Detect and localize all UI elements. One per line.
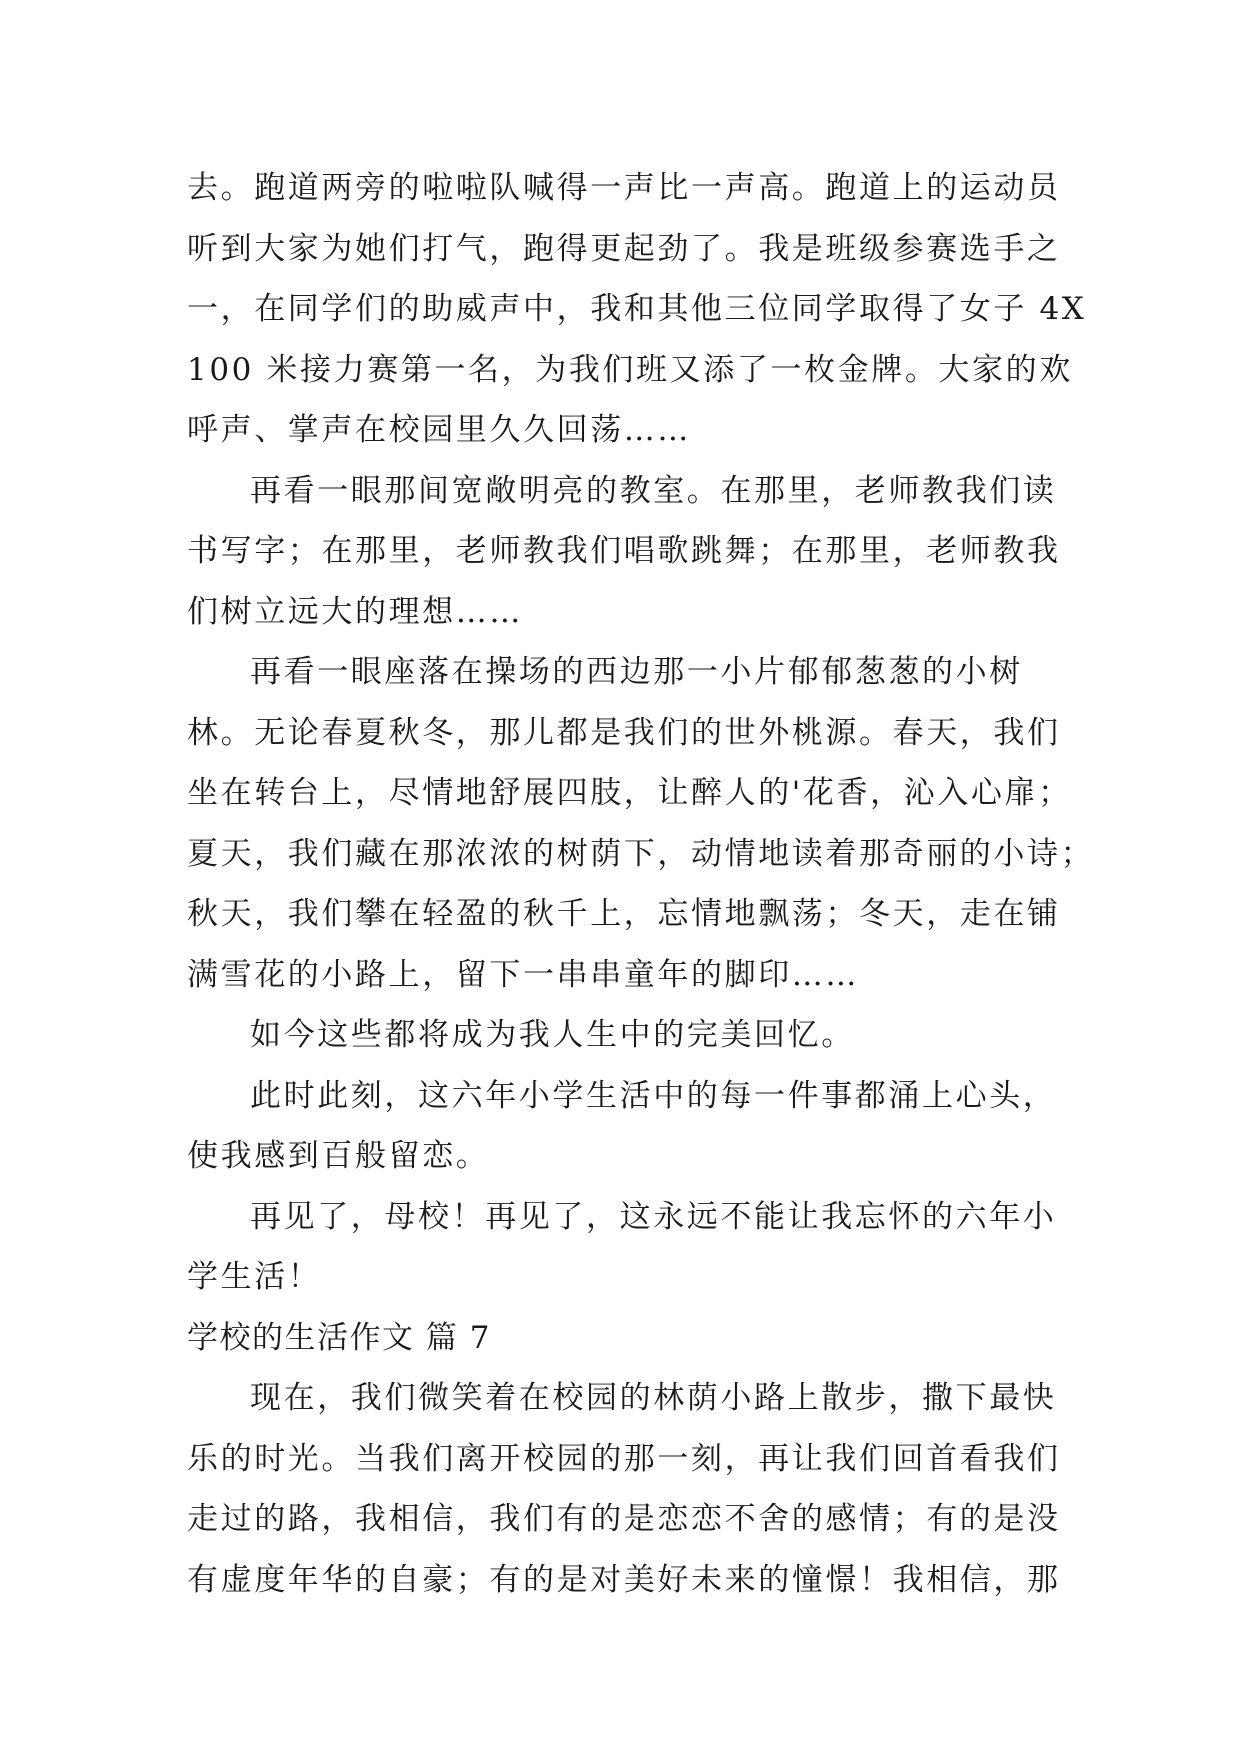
text-line: 再看一眼座落在操场的西边那一小片郁郁葱葱的小树: [250, 654, 1023, 690]
text-line: 满雪花的小路上，留下一串串童年的脚印……: [187, 956, 859, 993]
text-line: 此时此刻，这六年小学生活中的每一件事都涌上心头，: [250, 1077, 1057, 1114]
paragraph-this-moment: [187, 1066, 1057, 1187]
text-line: 现在，我们微笑着在校园的林荫小路上散步，撒下最快: [250, 1380, 1057, 1416]
paragraph-grove: [187, 642, 1095, 1005]
section-heading: [187, 1308, 1057, 1369]
text-line: 去。跑道两旁的啦啦队喊得一声比一声高。跑道上的运动员: [187, 170, 1061, 206]
section-title: 学校的生活作文 篇 7: [187, 1319, 491, 1356]
text-line: 走过的路，我相信，我们有的是恋恋不舍的感情；有的是没: [187, 1501, 1061, 1537]
text-line: 们树立远大的理想……: [187, 593, 523, 630]
text-line: 秋天，我们攀在轻盈的秋千上，忘情地飘荡；冬天，走在铺: [187, 896, 1061, 932]
text-line: 如今这些都将成为我人生中的完美回忆。: [250, 1017, 855, 1053]
text-line: 有虚度年华的自豪；有的是对美好未来的憧憬！我相信，那: [187, 1561, 1061, 1598]
paragraph-memories: [187, 1005, 1057, 1066]
text-line: 夏天，我们藏在那浓浓的树荫下，动情地读着那奇丽的小诗；: [187, 835, 1095, 872]
document-body: [187, 158, 1095, 1610]
text-line: 学生活！: [187, 1259, 322, 1295]
text-line: 林。无论春夏秋冬，那儿都是我们的世外桃源。春天，我们: [187, 714, 1061, 751]
text-line: 再见了，母校！再见了，这永远不能让我忘怀的六年小: [250, 1198, 1057, 1235]
text-line: 听到大家为她们打气，跑得更起劲了。我是班级参赛选手之: [187, 230, 1061, 267]
text-line: 呼声、掌声在校园里久久回荡……: [187, 412, 691, 448]
paragraph-sports-meet: [187, 158, 1087, 461]
text-line: 一，在同学们的助威声中，我和其他三位同学取得了女子 4X: [187, 291, 1087, 327]
text-line: 乐的时光。当我们离开校园的那一刻，再让我们回首看我们: [187, 1440, 1061, 1477]
paragraph-classroom: [187, 461, 1061, 643]
text-line: 坐在转台上，尽情地舒展四肢，让醉人的'花香，沁入心扉；: [187, 775, 1072, 811]
text-line: 再看一眼那间宽敞明亮的教室。在那里，老师教我们读: [250, 472, 1057, 509]
text-line: 书写字；在那里，老师教我们唱歌跳舞；在那里，老师教我: [187, 533, 1061, 569]
paragraph-farewell: [187, 1187, 1057, 1308]
paragraph-campus-walk: [187, 1368, 1061, 1610]
text-line: 100 米接力赛第一名，为我们班又添了一枚金牌。大家的欢: [187, 351, 1073, 388]
text-line: 使我感到百般留恋。: [187, 1138, 490, 1174]
